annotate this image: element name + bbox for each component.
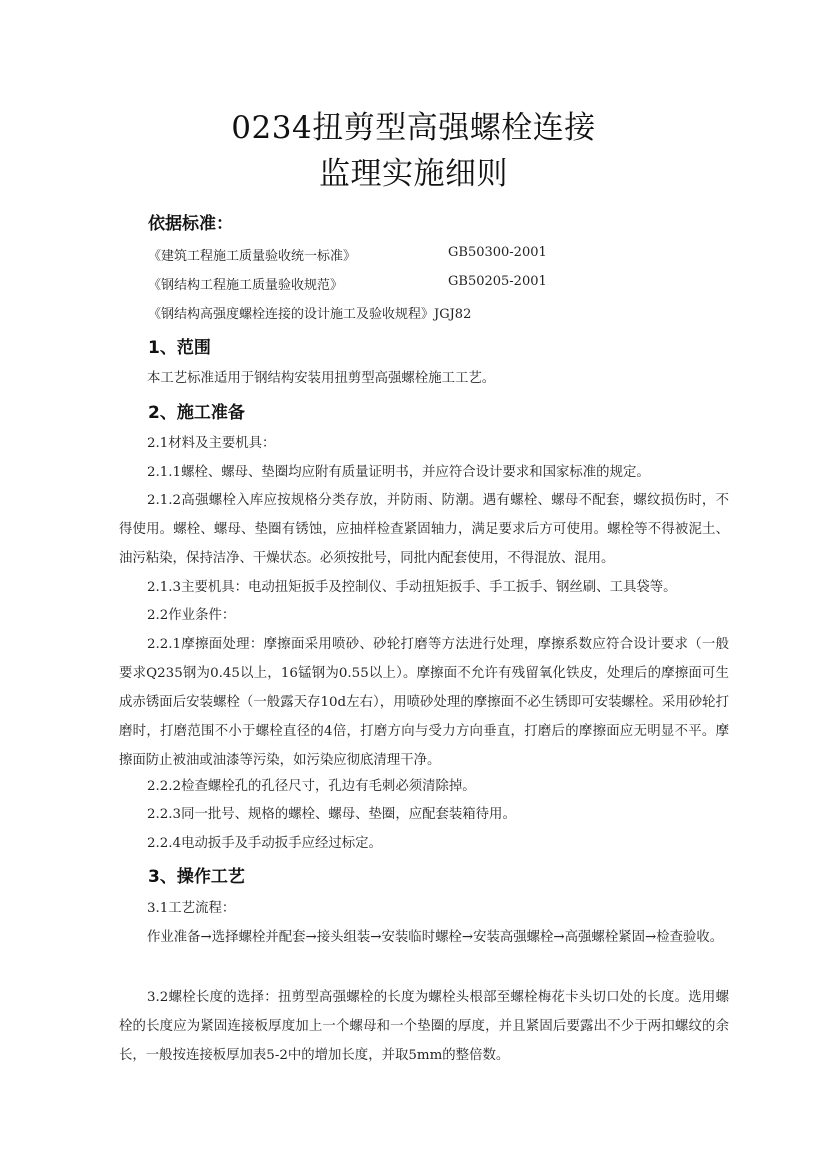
paragraph-2-2-4: 2.2.4电动扳手及手动扳手应经过标定。	[147, 836, 382, 851]
section-2-heading: 2、施工准备	[148, 403, 245, 423]
paragraph-2-1-1: 2.1.1螺栓、螺母、垫圈均应附有质量证明书，并应符合设计要求和国家标准的规定。	[147, 465, 650, 480]
section-3-heading: 3、操作工艺	[148, 867, 245, 887]
document-title-line1: 0234扭剪型高强螺栓连接	[231, 110, 596, 146]
paragraph-3-1-flow: 作业准备→选择螺栓并配套→接头组装→安装临时螺栓→安装高强螺栓→高强螺栓紧固→检查验收。	[147, 930, 724, 945]
paragraph-3-2: 3.2螺栓长度的选择：扭剪型高强螺栓的长度为螺栓头根部至螺栓梅花卡头切口处的长度。选用螺栓的长度应为紧固连接板厚度加上一个螺母和一个垫圈的厚度，并且紧固后要露出不少于两扣螺纹的余长，一般按连接板厚加表5-2中的增加长度，并取5mm的整倍数。	[119, 990, 729, 1063]
standard-name: 《钢结构高强度螺栓连接的设计施工及验收规程》JGJ82	[148, 307, 472, 322]
standard-item	[148, 303, 471, 322]
standard-code: GB50300-2001	[448, 245, 547, 260]
standard-item	[148, 274, 547, 293]
standard-name: 《钢结构工程施工质量验收规范》	[148, 278, 344, 293]
paragraph-2-2: 2.2作业条件：	[147, 608, 236, 623]
section-1-text: 本工艺标准适用于钢结构安装用扭剪型高强螺栓施工工艺。	[147, 371, 496, 386]
section-1-heading: 1、范围	[148, 338, 211, 358]
paragraph-2-2-3: 2.2.3同一批号、规格的螺栓、螺母、垫圈，应配套装箱待用。	[147, 807, 516, 822]
standard-code: GB50205-2001	[448, 274, 547, 289]
paragraph-2-1: 2.1材料及主要机具：	[147, 436, 276, 451]
document-title-line2: 监理实施细则	[319, 156, 508, 192]
paragraph-2-1-3: 2.1.3主要机具：电动扭矩扳手及控制仪、手动扭矩扳手、手工扳手、钢丝刷、工具袋等。	[147, 580, 677, 595]
standard-item	[148, 245, 547, 264]
paragraph-2-2-1: 2.2.1摩擦面处理：摩擦面采用喷砂、砂轮打磨等方法进行处理，摩擦系数应符合设计要求（一般要求Q235钢为0.45以上，16锰钢为0.55以上）。摩擦面不允许有残留氧化铁皮，处理后的摩擦面可生成赤锈面后安装螺栓（一般露天存10d左右），用喷砂处理的摩擦面不必生锈即可安装螺栓。采用砂轮打磨时，打磨范围不小于螺栓直径的4倍，打磨方向与受力方向垂直，打磨后的摩擦面应无明显不平。摩擦面防止被油或油漆等污染，如污染应彻底清理干净。	[119, 637, 729, 768]
basis-heading: 依据标准：	[148, 214, 233, 234]
paragraph-2-2-2: 2.2.2检查螺栓孔的孔径尺寸，孔边有毛刺必须清除掉。	[147, 779, 476, 794]
paragraph-3-1: 3.1工艺流程：	[147, 901, 236, 916]
paragraph-2-1-2: 2.1.2高强螺栓入库应按规格分类存放，并防雨、防潮。遇有螺栓、螺母不配套，螺纹损伤时，不得使用。螺栓、螺母、垫圈有锈蚀，应抽样检查紧固轴力，满足要求后方可使用。螺栓等不得被泥土、油污粘染，保持洁净、干燥状态。必须按批号，同批内配套使用，不得混放、混用。	[119, 493, 729, 566]
standard-name: 《建筑工程施工质量验收统一标准》	[148, 249, 357, 264]
